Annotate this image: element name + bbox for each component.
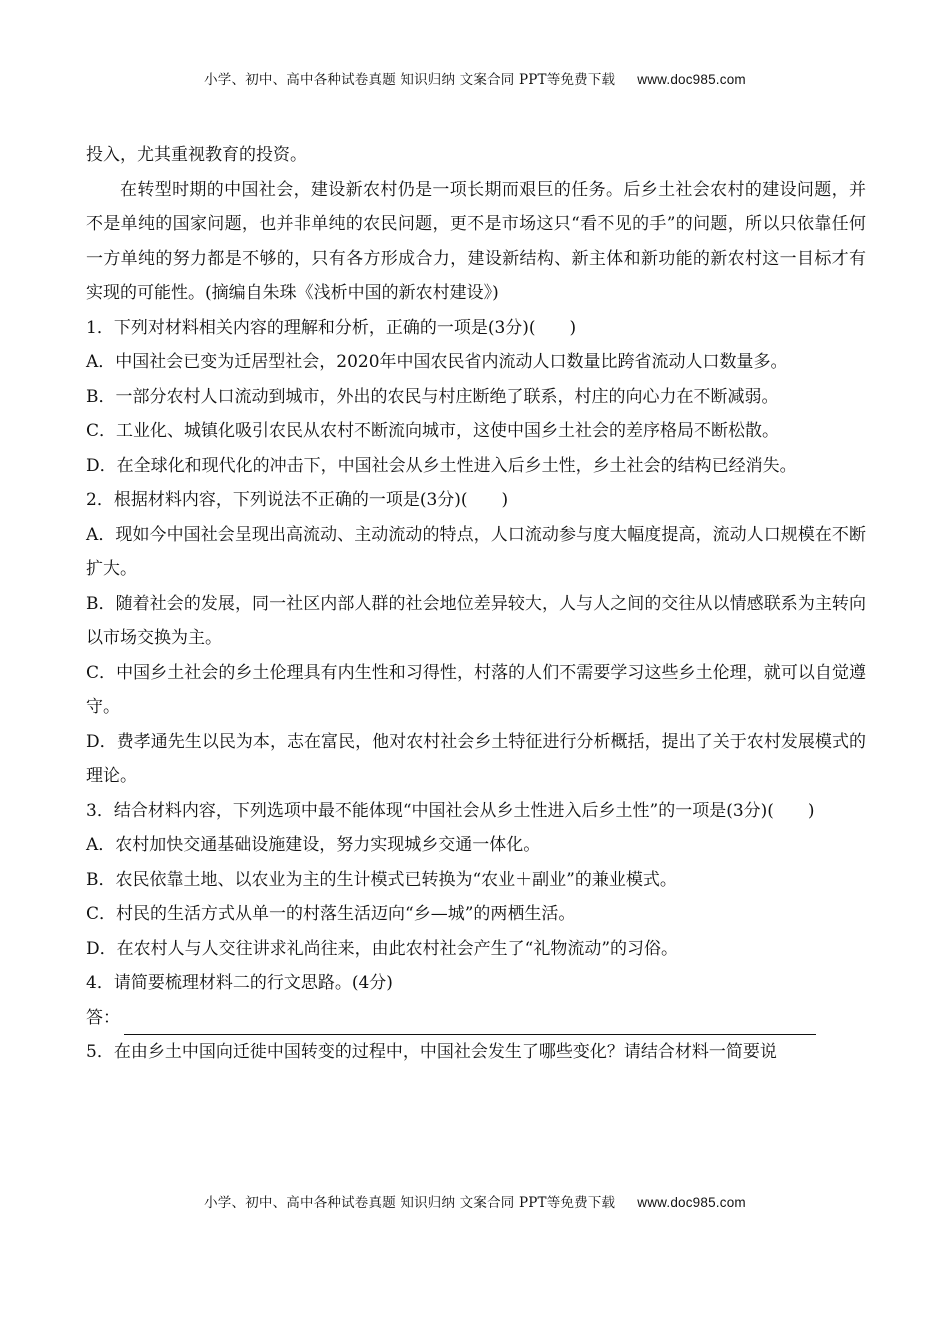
question-4-stem: 4．请简要梳理材料二的行文思路。(4分): [86, 973, 393, 993]
page-header: [0, 68, 950, 88]
question-3-option-c: C．村民的生活方式从单一的村落生活迈向“乡—城”的两栖生活。: [86, 904, 576, 924]
passage-line-1: 投入，尤其重视教育的投资。: [86, 145, 307, 165]
answer-label: 答：: [86, 1007, 120, 1028]
header-text: 小学、初中、高中各种试卷真题 知识归纳 文案合同 PPT等免费下载: [204, 72, 616, 88]
question-1-option-c: C．工业化、城镇化吸引农民从农村不断流向城市，这使中国乡土社会的差序格局不断松散。: [86, 421, 780, 441]
question-1-option-a: A．中国社会已变为迁居型社会，2020年中国农民省内流动人口数量比跨省流动人口数量多。: [86, 352, 788, 372]
question-1-option-d: D．在全球化和现代化的冲击下，中国社会从乡土性进入后乡土性，乡土社会的结构已经消失。: [86, 455, 797, 476]
question-2-option-a: A．现如今中国社会呈现出高流动、主动流动的特点，人口流动参与度大幅度提高，流动人口规模在不断扩大。: [86, 524, 866, 579]
question-5-stem: 5．在由乡土中国向迁徙中国转变的过程中，中国社会发生了哪些变化？请结合材料一简要说: [86, 1042, 777, 1062]
footer-text: 小学、初中、高中各种试卷真题 知识归纳 文案合同 PPT等免费下载: [204, 1195, 616, 1211]
question-3-stem: 3．结合材料内容，下列选项中最不能体现“中国社会从乡土性进入后乡土性”的一项是(3分)( ): [86, 800, 815, 821]
page-footer: [0, 1191, 950, 1211]
question-1-option-b: B．一部分农村人口流动到城市，外出的农民与村庄断绝了联系，村庄的向心力在不断减弱。: [86, 386, 779, 407]
question-2-option-b: B．随着社会的发展，同一社区内部人群的社会地位差异较大，人与人之间的交往从以情感联系为主转向以市场交换为主。: [86, 593, 866, 648]
question-3-option-b: B．农民依靠土地、以农业为主的生计模式已转换为“农业＋副业”的兼业模式。: [86, 869, 677, 890]
question-2-option-d: D．费孝通先生以民为本，志在富民，他对农村社会乡土特征进行分析概括，提出了关于农村发展模式的理论。: [86, 731, 866, 786]
exam-content: [86, 138, 866, 1070]
question-2-stem: 2．根据材料内容，下列说法不正确的一项是(3分)( ): [86, 490, 509, 510]
question-4-answer-line: [86, 1001, 816, 1036]
passage-paragraph: 在转型时期的中国社会，建设新农村仍是一项长期而艰巨的任务。后乡土社会农村的建设问题，并不是单纯的国家问题，也并非单纯的农民问题，更不是市场这只“看不见的手”的问题，所以只依靠任何一方单纯的努力都是不够的，只有各方形成合力，建设新结构、新主体和新功能的新农村这一目标才有实现的可能性。(摘编自朱珠《浅析中国的新农村建设》): [86, 179, 866, 303]
answer-blank[interactable]: [124, 1012, 816, 1035]
footer-url[interactable]: www.doc985.com: [637, 1195, 746, 1210]
question-3-option-d: D．在农村人与人交往讲求礼尚往来，由此农村社会产生了“礼物流动”的习俗。: [86, 938, 679, 959]
question-1-stem: 1．下列对材料相关内容的理解和分析，正确的一项是(3分)( ): [86, 317, 577, 338]
header-url[interactable]: www.doc985.com: [637, 72, 746, 87]
question-2-option-c: C．中国乡土社会的乡土伦理具有内生性和习得性，村落的人们不需要学习这些乡土伦理，就可以自觉遵守。: [86, 662, 866, 717]
question-3-option-a: A．农村加快交通基础设施建设，努力实现城乡交通一体化。: [86, 835, 541, 855]
